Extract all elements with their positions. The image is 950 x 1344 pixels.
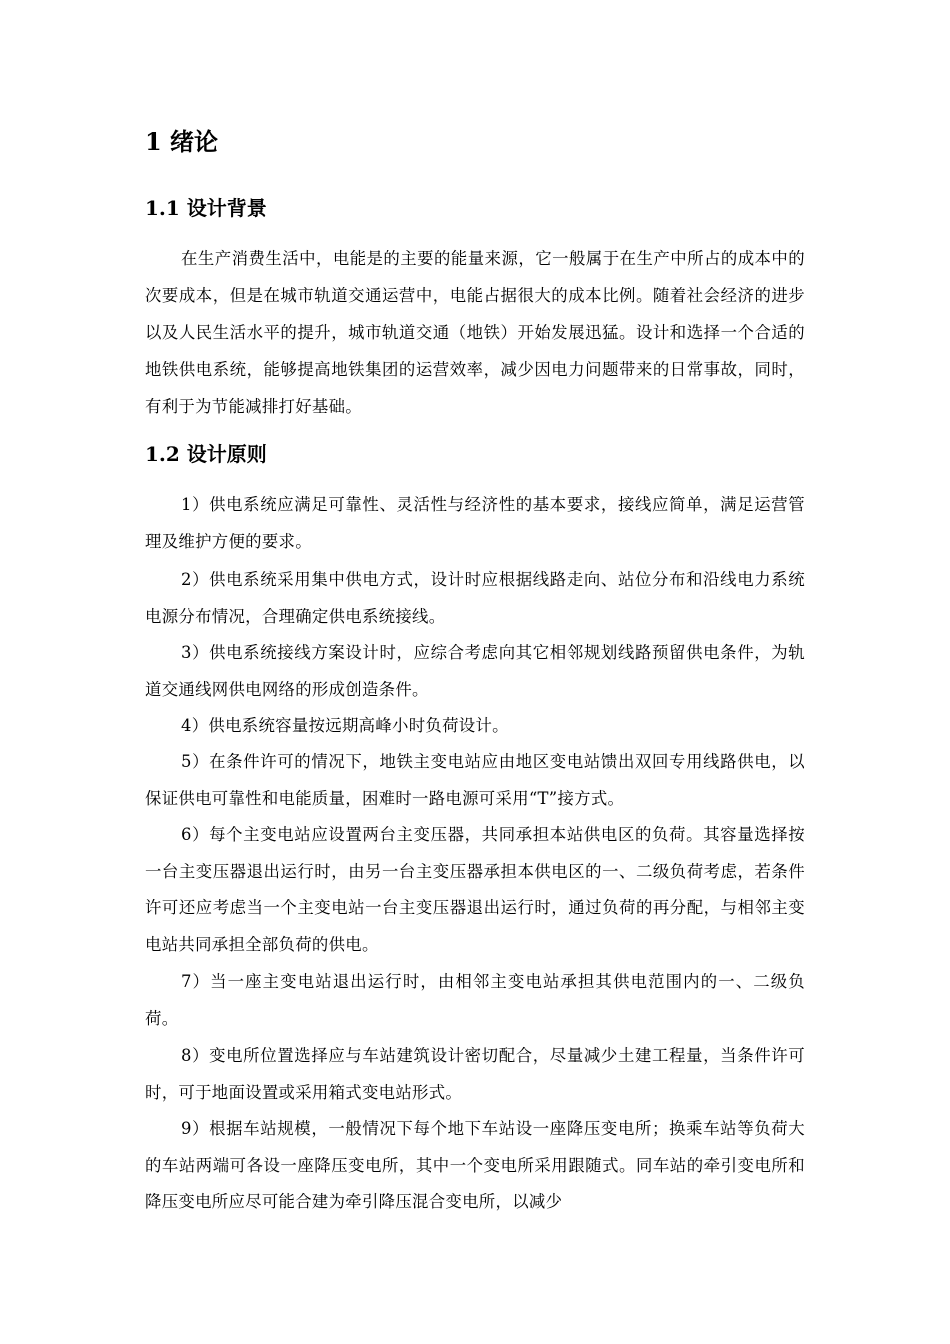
principle-item-1: 1）供电系统应满足可靠性、灵活性与经济性的基本要求，接线应简单，满足运营管理及维护方便的要求。 [145, 495, 805, 551]
principle-item-8: 8）变电所位置选择应与车站建筑设计密切配合，尽量减少土建工程量，当条件许可时，可于地面设置或采用箱式变电站形式。 [145, 1046, 805, 1102]
chapter-title: 1 绪论 [145, 127, 219, 156]
paragraph-background: 在生产消费生活中，电能是的主要的能量来源，它一般属于在生产中所占的成本中的次要成本，但是在城市轨道交通运营中，电能占据很大的成本比例。随着社会经济的进步以及人民生活水平的提升，城市轨道交通（地铁）开始发展迅猛。设计和选择一个合适的地铁供电系统，能够提高地铁集团的运营效率，减少因电力问题带来的日常事故，同时，有利于为节能减排打好基础。 [145, 249, 805, 416]
section-heading-background: 1.1 设计背景 [145, 196, 267, 220]
principle-item-9: 9）根据车站规模，一般情况下每个地下车站设一座降压变电所；换乘车站等负荷大的车站两端可各设一座降压变电所，其中一个变电所采用跟随式。同车站的牵引变电所和降压变电所应尽可能合建为牵引降压混合变电所，以减少 [145, 1119, 805, 1211]
principle-item-5: 5）在条件许可的情况下，地铁主变电站应由地区变电站馈出双回专用线路供电，以保证供电可靠性和电能质量，困难时一路电源可采用“T”接方式。 [145, 752, 805, 808]
principle-item-7: 7）当一座主变电站退出运行时，由相邻主变电站承担其供电范围内的一、二级负荷。 [145, 972, 805, 1028]
principle-item-3: 3）供电系统接线方案设计时，应综合考虑向其它相邻规划线路预留供电条件，为轨道交通线网供电网络的形成创造条件。 [145, 643, 805, 699]
principle-item-4: 4）供电系统容量按远期高峰小时负荷设计。 [181, 716, 509, 735]
principle-item-6: 6）每个主变电站应设置两台主变压器，共同承担本站供电区的负荷。其容量选择按一台主变压器退出运行时，由另一台主变压器承担本供电区的一、二级负荷考虑，若条件许可还应考虑当一个主变电站一台主变压器退出运行时，通过负荷的再分配，与相邻主变电站共同承担全部负荷的供电。 [145, 825, 805, 954]
section-heading-principles: 1.2 设计原则 [145, 442, 267, 466]
principle-item-2: 2）供电系统采用集中供电方式，设计时应根据线路走向、站位分布和沿线电力系统电源分布情况，合理确定供电系统接线。 [145, 570, 805, 626]
